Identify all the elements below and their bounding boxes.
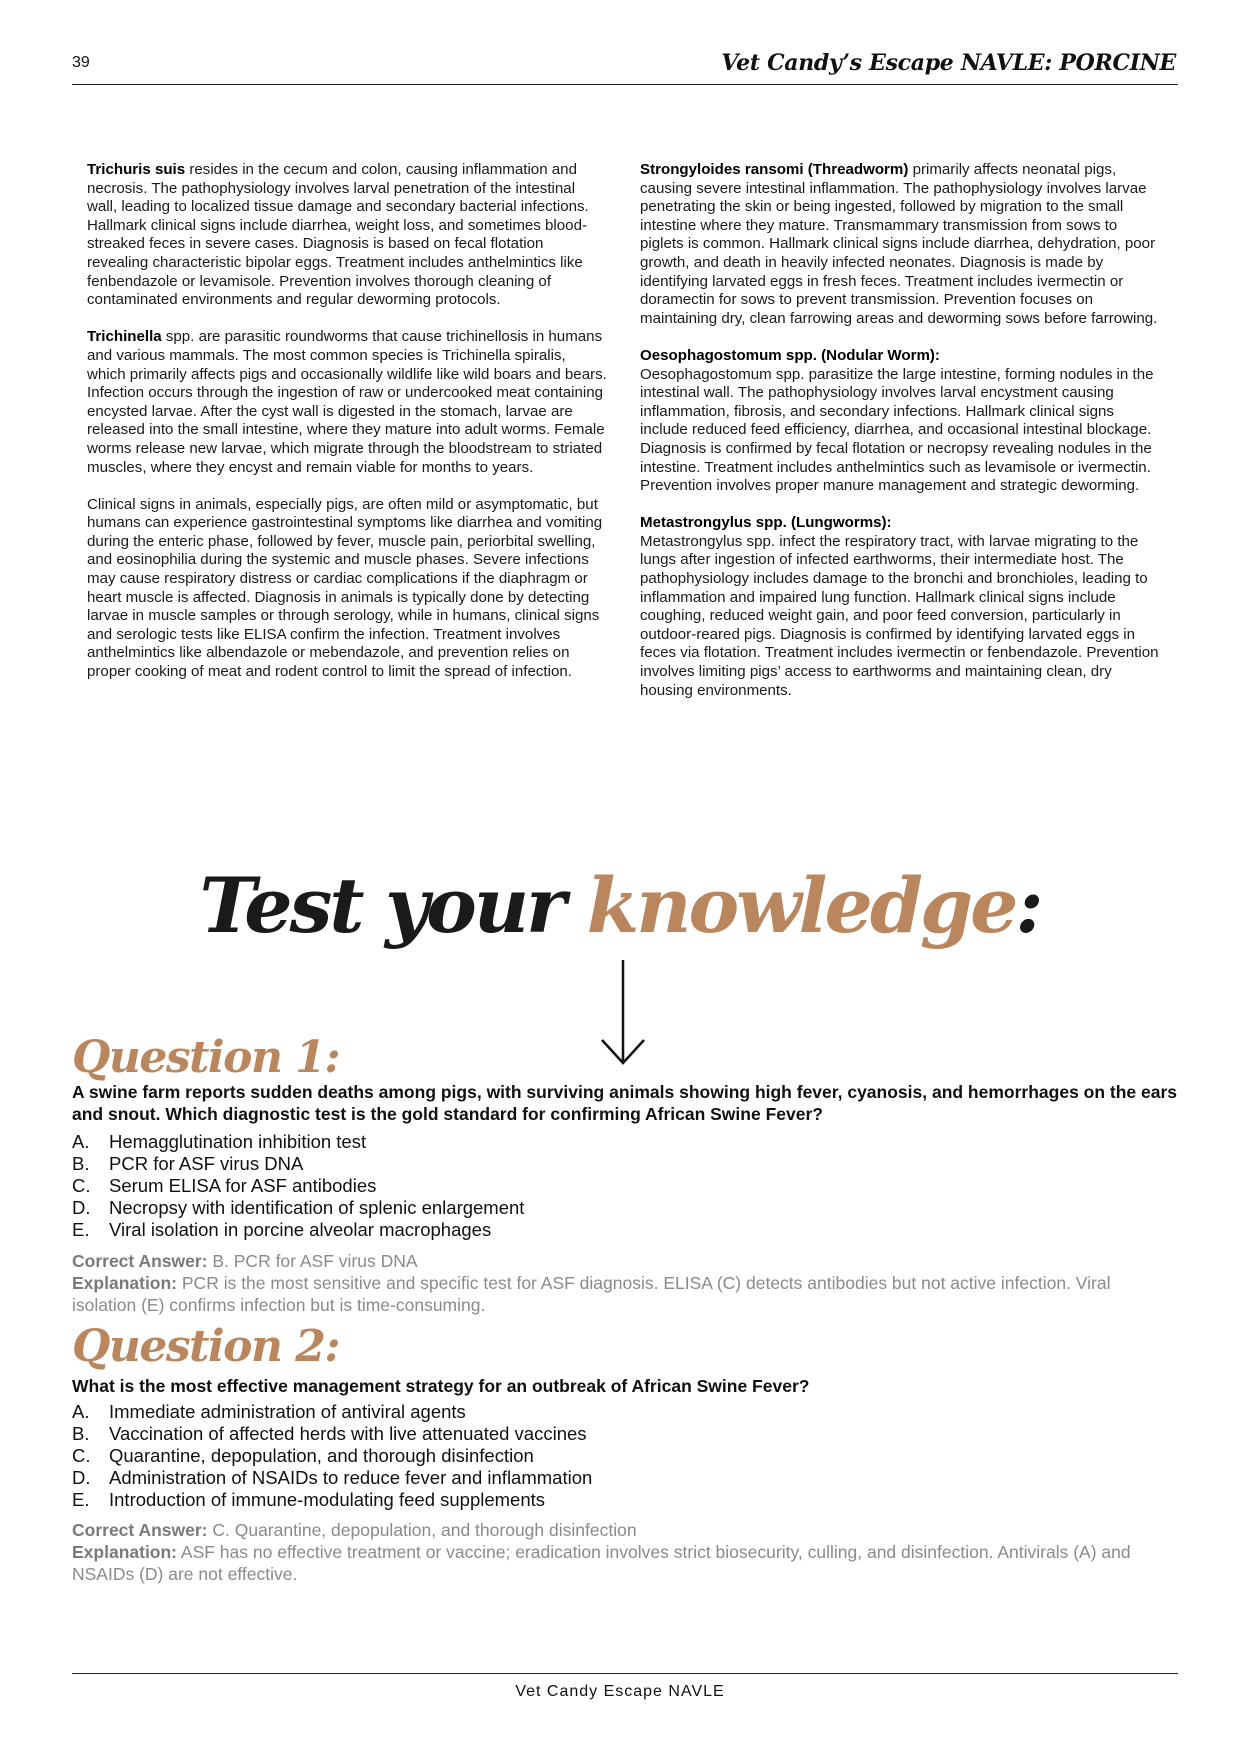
term-strongyloides: Strongyloides ransomi (Threadworm) xyxy=(640,161,909,178)
question-1-heading: Question 1: xyxy=(72,1032,340,1083)
option-b: B. PCR for ASF virus DNA xyxy=(72,1153,304,1174)
term-oesophagostomum: Oesophagostomum spp. (Nodular Worm): xyxy=(640,346,940,364)
footer-divider xyxy=(72,1673,1178,1674)
title-accent-word: knowledge xyxy=(586,861,1016,950)
right-column xyxy=(640,161,1160,719)
paragraph-trichuris xyxy=(87,161,607,310)
option-a: A. Hemagglutination inhibition test xyxy=(72,1131,367,1152)
explanation: Explanation: PCR is the most sensitive and specific test for ASF diagnosis. ELISA (C) detects antibodies but not active infection. Viral isolation (E) confirms infection but is time-consuming. xyxy=(72,1273,1111,1315)
question-2-text: What is the most effective management strategy for an outbreak of African Swine Fever? xyxy=(72,1376,810,1396)
option-c: C. Serum ELISA for ASF antibodies xyxy=(72,1175,377,1196)
paragraph-text: primarily affects neonatal pigs, causing severe intestinal inflammation. The pathophysiology involves larvae penetrating the skin or being ingested, followed by migration to the small intestine where they mature. Transmammary transmission from sows to piglets is common. Hallmark clinical signs include diarrhea, dehydration, poor growth, and death in heavily infected neonates. Diagnosis is made by identifying larvated eggs in fresh feces. Treatment includes ivermectin or doramectin for sows to prevent transmission. Prevention focuses on maintaining dry, clean farrowing areas and deworming sows before farrowing. xyxy=(640,161,1158,327)
paragraph-oesophagostomum xyxy=(640,347,1160,496)
question-2-options xyxy=(72,1401,592,1511)
option-b: B. Vaccination of affected herds with live attenuated vaccines xyxy=(72,1423,587,1444)
question-1-options xyxy=(72,1131,524,1241)
option-e: E. Introduction of immune-modulating feed supplements xyxy=(72,1489,546,1510)
option-d: D. Necropsy with identification of splenic enlargement xyxy=(72,1197,525,1218)
header-divider xyxy=(72,84,1178,85)
term-trichuris: Trichuris suis xyxy=(87,161,186,178)
term-trichinella: Trichinella xyxy=(87,328,162,346)
correct-answer: Correct Answer: B. PCR for ASF virus DNA xyxy=(72,1251,418,1271)
paragraph-text: spp. are parasitic roundworms that cause trichinellosis in humans and various mammals. The most common species is Trichinella spiralis, which primarily affects pigs and occasionally wildlife like wild boars and bears. Infection occurs through the ingestion of raw or undercooked meat containing encysted larvae. After the cyst wall is digested in the stomach, larvae are released into the small intestine, where they mature into adult worms. Female worms release new larvae, which migrate through the bloodstream to striated muscles, where they encyst and remain viable for months to years. xyxy=(87,328,607,476)
paragraph-strongyloides xyxy=(640,161,1160,328)
title-colon: : xyxy=(1015,861,1041,950)
correct-answer: Correct Answer: C. Quarantine, depopulation, and thorough disinfection xyxy=(72,1520,637,1540)
paragraph-text: Clinical signs in animals, especially pigs, are often mild or asymptomatic, but humans can experience gastrointestinal symptoms like diarrhea and vomiting during the enteric phase, followed by fever, muscle pain, periorbital swelling, and eosinophilia during the systemic and muscle phases. Severe infections may cause respiratory distress or cardiac complications if the diaphragm or heart muscle is affected. Diagnosis in animals is typically done by detecting larvae in muscle samples or through serology, while in humans, clinical signs and serologic tests like ELISA confirm the infection. Treatment involves anthelmintics like albendazole or mebendazole, and prevention relies on proper cooking of meat and rodent control to limit the spread of infection. xyxy=(87,495,603,681)
question-1-answer xyxy=(72,1250,1178,1316)
paragraph-text: resides in the cecum and colon, causing inflammation and necrosis. The pathophysiology involves larval penetration of the intestinal wall, leading to localized tissue damage and secondary bacterial infections. Hallmark clinical signs include diarrhea, weight loss, and sometimes blood-streaked feces in severe cases. Diagnosis is based on fecal flotation revealing characteristic bipolar eggs. Treatment includes anthelmintics like fenbendazole or levamisole. Prevention involves thorough cleaning of contaminated environments and regular deworming protocols. xyxy=(87,161,589,309)
running-title: Vet Candy’s Escape NAVLE: PORCINE xyxy=(721,50,1176,76)
test-your-knowledge-title xyxy=(0,861,1240,950)
paragraph-metastrongylus xyxy=(640,514,1160,700)
option-c: C. Quarantine, depopulation, and thorough disinfection xyxy=(72,1445,534,1466)
paragraph-text: Oesophagostomum spp. parasitize the large intestine, forming nodules in the intestinal wall. The pathophysiology involves larval encystment causing inflammation, fibrosis, and secondary infections. Hallmark clinical signs include reduced feed efficiency, diarrhea, and occasional intestinal blockage. Diagnosis is confirmed by fecal flotation or necropsy revealing nodules in the intestine. Treatment includes anthelmintics such as levamisole or ivermectin. Prevention involves proper manure management and strategic deworming. xyxy=(640,365,1154,495)
explanation: Explanation: ASF has no effective treatment or vaccine; eradication involves strict biosecurity, culling, and disinfection. Antivirals (A) and NSAIDs (D) are not effective. xyxy=(72,1542,1131,1584)
left-column xyxy=(87,161,607,700)
term-metastrongylus: Metastrongylus spp. (Lungworms): xyxy=(640,514,892,532)
title-part-1: Test your xyxy=(199,861,587,950)
question-1-text: A swine farm reports sudden deaths among pigs, with surviving animals showing high fever, cyanosis, and hemorrhages on the ears and snout. Which diagnostic test is the gold standard for confirming African Swine Fever? xyxy=(72,1082,1178,1124)
footer-text: Vet Candy Escape NAVLE xyxy=(515,1683,725,1700)
down-arrow-icon xyxy=(598,958,648,1068)
option-e: E. Viral isolation in porcine alveolar macrophages xyxy=(72,1219,492,1240)
paragraph-text: Metastrongylus spp. infect the respiratory tract, with larvae migrating to the lungs after ingestion of infected earthworms, their intermediate host. The pathophysiology includes damage to the bronchi and bronchioles, leading to inflammation and impaired lung function. Hallmark clinical signs include coughing, reduced weight gain, and poor feed conversion, particularly in outdoor-reared pigs. Diagnosis is confirmed by identifying larvated eggs in feces via flotation. Treatment includes ivermectin or fenbendazole. Prevention involves limiting pigs’ access to earthworms and maintaining clean, dry housing environments. xyxy=(640,532,1159,699)
page-number: 39 xyxy=(72,54,90,71)
question-2-heading: Question 2: xyxy=(72,1321,340,1372)
question-2-answer xyxy=(72,1519,1178,1585)
option-d: D. Administration of NSAIDs to reduce fever and inflammation xyxy=(72,1467,593,1488)
paragraph-trichinella xyxy=(87,328,607,477)
paragraph-clinical-signs xyxy=(87,496,607,682)
option-a: A. Immediate administration of antiviral agents xyxy=(72,1401,466,1422)
